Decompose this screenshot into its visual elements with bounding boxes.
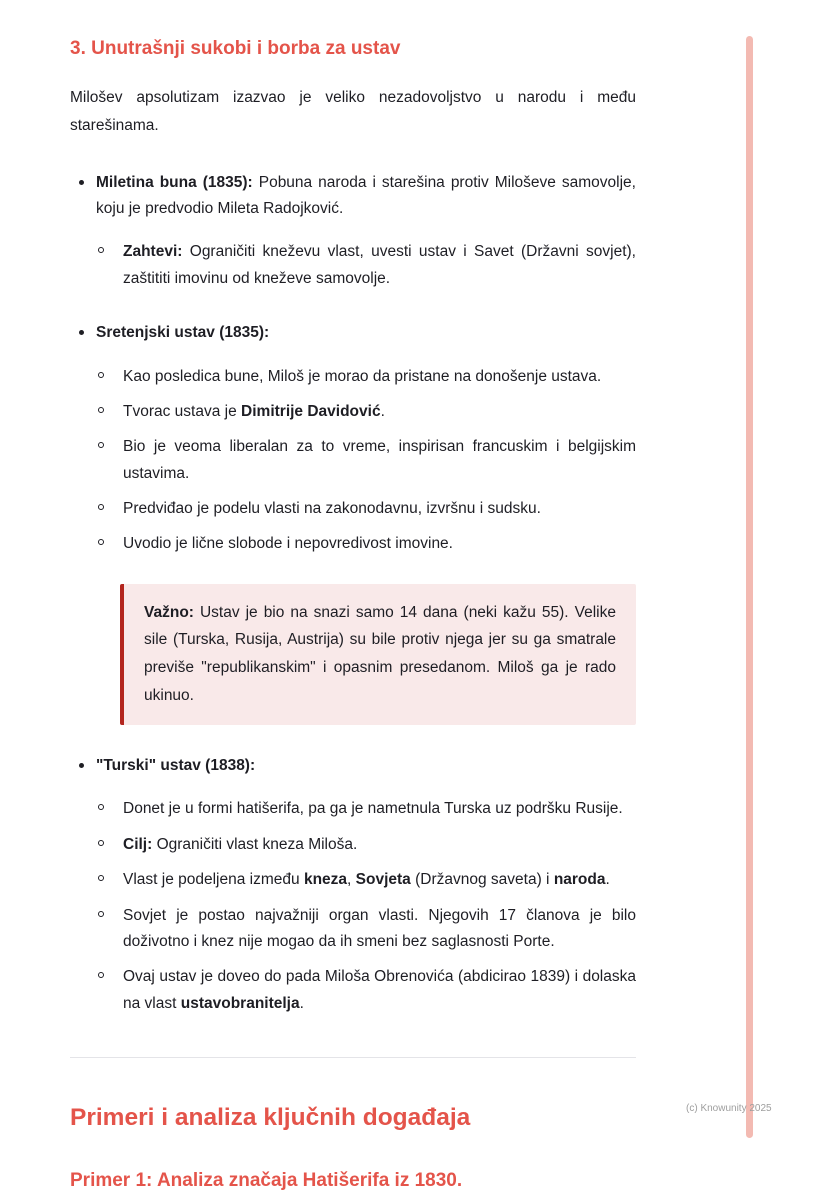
important-callout <box>120 584 636 726</box>
sub-item <box>96 364 636 390</box>
sub-item-text: Sovjet je postao najvažniji organ vlasti. Njegovih 17 članova je bilo doživotno i knez nije mogao da ih smeni bez saglasnosti Porte. <box>123 906 636 950</box>
sub-item <box>96 903 636 956</box>
sub-item-zahtevi <box>96 239 636 292</box>
list-item-miletina-buna <box>70 170 636 292</box>
sub-item-text: Cilj: Ograničiti vlast kneza Miloša. <box>123 835 358 853</box>
sub-item-text: Tvorac ustava je Dimitrije Davidović. <box>123 402 385 420</box>
bullet-list <box>70 170 636 1017</box>
section-heading: 3. Unutrašnji sukobi i borba za ustav <box>70 38 401 59</box>
example1-heading: Primer 1: Analiza značaja Hatišerifa iz 1830. <box>70 1169 463 1191</box>
divider <box>70 1057 636 1058</box>
sub-item-text: Zahtevi: Ograničiti kneževu vlast, uvesti ustav i Savet (Državni sovjet), zaštititi imovinu od kneževe samovolje. <box>123 243 636 287</box>
sub-item <box>96 496 636 522</box>
document-content <box>70 38 636 1192</box>
sub-item-text: Vlast je podeljena između kneza, Sovjeta (Državnog saveta) i naroda. <box>123 871 610 889</box>
sub-item-text: Ovaj ustav je doveo do pada Miloša Obrenovića (abdicirao 1839) i dolaska na vlast ustavobranitelja. <box>123 968 636 1012</box>
sub-item-text: Kao posledica bune, Miloš je morao da pristane na donošenje ustava. <box>123 367 602 385</box>
list-item-text: Miletina buna (1835): Pobuna naroda i starešina protiv Miloševe samovolje, koju je predvodio Mileta Radojković. <box>96 173 636 218</box>
sub-item <box>96 964 636 1017</box>
sub-item <box>96 832 636 858</box>
list-item-text: "Turski" ustav (1838): <box>96 757 256 775</box>
sub-item <box>96 867 636 893</box>
sub-item-text: Predviđao je podelu vlasti na zakonodavnu, izvršnu i sudsku. <box>123 499 541 517</box>
page-edge-stripe <box>746 36 753 1138</box>
footer-credit: (c) Knowunity 2025 <box>686 1103 772 1114</box>
miletina-sub-list <box>96 239 636 292</box>
callout-text: Važno: Ustav je bio na snazi samo 14 dana (neki kažu 55). Velike sile (Turska, Rusija, Austrija) su bile protiv njega jer su ga smatrale previše "republikanskim" i opasnim presedanom. Miloš ga je rado ukinuo. <box>144 603 616 705</box>
sub-item-text: Donet je u formi hatišerifa, pa ga je nametnula Turska uz podršku Rusije. <box>123 800 623 818</box>
sub-item-text: Bio je veoma liberalan za to vreme, inspirisan francuskim i belgijskim ustavima. <box>123 438 636 482</box>
list-item-text: Sretenjski ustav (1835): <box>96 324 270 342</box>
turski-sub-list <box>96 796 636 1016</box>
sretenjski-sub-list <box>96 364 636 558</box>
list-item-turski-ustav <box>70 753 636 1017</box>
intro-paragraph: Milošev apsolutizam izazvao je veliko nezadovoljstvo u narodu i među starešinama. <box>70 89 636 134</box>
sub-item <box>96 399 636 425</box>
sub-item <box>96 796 636 822</box>
sub-item-text: Uvodio je lične slobode i nepovredivost imovine. <box>123 535 453 553</box>
sub-item <box>96 434 636 487</box>
sub-item <box>96 531 636 557</box>
list-item-sretenjski-ustav <box>70 320 636 725</box>
examples-heading: Primeri i analiza ključnih događaja <box>70 1103 471 1131</box>
